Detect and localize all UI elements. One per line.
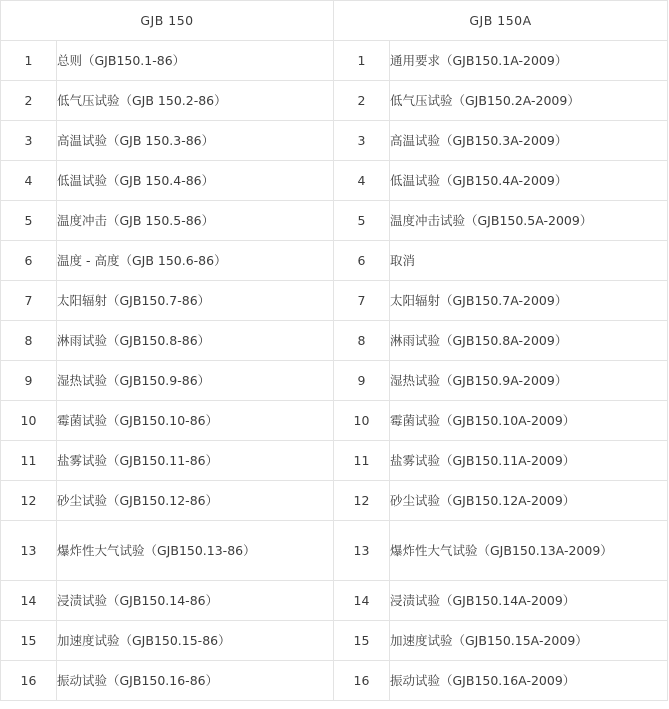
- row-text-right: 通用要求（GJB150.1A-2009）: [390, 41, 668, 81]
- row-number-right: 7: [334, 281, 390, 321]
- row-text-left: 振动试验（GJB150.16-86）: [57, 661, 334, 701]
- row-text-left: 太阳辐射（GJB150.7-86）: [57, 281, 334, 321]
- row-text-left: 浸渍试验（GJB150.14-86）: [57, 581, 334, 621]
- row-text-left: 砂尘试验（GJB150.12-86）: [57, 481, 334, 521]
- row-text-left: 加速度试验（GJB150.15-86）: [57, 621, 334, 661]
- row-text-right: 霉菌试验（GJB150.10A-2009）: [390, 401, 668, 441]
- table-row: [1, 621, 668, 661]
- row-text-left: 温度冲击（GJB 150.5-86）: [57, 201, 334, 241]
- row-text-left: 温度 - 高度（GJB 150.6-86）: [57, 241, 334, 281]
- row-number-left: 1: [1, 41, 57, 81]
- row-text-right: 太阳辐射（GJB150.7A-2009）: [390, 281, 668, 321]
- row-number-left: 7: [1, 281, 57, 321]
- row-text-right: 爆炸性大气试验（GJB150.13A-2009）: [390, 521, 668, 581]
- row-text-right: 取消: [390, 241, 668, 281]
- row-number-right: 10: [334, 401, 390, 441]
- header-gjb150: GJB 150: [1, 1, 334, 41]
- row-number-left: 10: [1, 401, 57, 441]
- row-text-right: 振动试验（GJB150.16A-2009）: [390, 661, 668, 701]
- table-body: [1, 1, 668, 701]
- row-number-right: 9: [334, 361, 390, 401]
- table-row: [1, 281, 668, 321]
- row-text-left: 湿热试验（GJB150.9-86）: [57, 361, 334, 401]
- row-text-left: 爆炸性大气试验（GJB150.13-86）: [57, 521, 334, 581]
- row-number-right: 11: [334, 441, 390, 481]
- row-number-left: 15: [1, 621, 57, 661]
- row-text-right: 砂尘试验（GJB150.12A-2009）: [390, 481, 668, 521]
- table-row: [1, 41, 668, 81]
- row-text-right: 温度冲击试验（GJB150.5A-2009）: [390, 201, 668, 241]
- table-row: [1, 241, 668, 281]
- row-text-left: 淋雨试验（GJB150.8-86）: [57, 321, 334, 361]
- row-number-left: 9: [1, 361, 57, 401]
- row-number-right: 1: [334, 41, 390, 81]
- table-row: [1, 201, 668, 241]
- row-number-left: 4: [1, 161, 57, 201]
- row-number-right: 8: [334, 321, 390, 361]
- row-number-right: 6: [334, 241, 390, 281]
- table-row: [1, 401, 668, 441]
- row-number-left: 11: [1, 441, 57, 481]
- row-text-right: 低温试验（GJB150.4A-2009）: [390, 161, 668, 201]
- row-number-right: 13: [334, 521, 390, 581]
- row-number-right: 15: [334, 621, 390, 661]
- table-row: [1, 481, 668, 521]
- row-number-right: 14: [334, 581, 390, 621]
- row-text-right: 湿热试验（GJB150.9A-2009）: [390, 361, 668, 401]
- row-text-right: 低气压试验（GJB150.2A-2009）: [390, 81, 668, 121]
- row-number-right: 3: [334, 121, 390, 161]
- row-text-left: 总则（GJB150.1-86）: [57, 41, 334, 81]
- row-number-left: 8: [1, 321, 57, 361]
- row-text-left: 低温试验（GJB 150.4-86）: [57, 161, 334, 201]
- row-number-right: 16: [334, 661, 390, 701]
- table-row: [1, 581, 668, 621]
- row-text-left: 盐雾试验（GJB150.11-86）: [57, 441, 334, 481]
- row-number-left: 12: [1, 481, 57, 521]
- row-number-left: 5: [1, 201, 57, 241]
- row-text-left: 霉菌试验（GJB150.10-86）: [57, 401, 334, 441]
- row-text-right: 高温试验（GJB150.3A-2009）: [390, 121, 668, 161]
- row-number-right: 5: [334, 201, 390, 241]
- row-number-right: 4: [334, 161, 390, 201]
- table-row: [1, 161, 668, 201]
- row-number-left: 13: [1, 521, 57, 581]
- table-row: [1, 661, 668, 701]
- header-gjb150a: GJB 150A: [334, 1, 668, 41]
- table-row: [1, 521, 668, 581]
- row-text-right: 加速度试验（GJB150.15A-2009）: [390, 621, 668, 661]
- row-number-left: 2: [1, 81, 57, 121]
- table-row: [1, 441, 668, 481]
- row-text-left: 低气压试验（GJB 150.2-86）: [57, 81, 334, 121]
- table-row: [1, 321, 668, 361]
- row-number-left: 6: [1, 241, 57, 281]
- table-header-row: [1, 1, 668, 41]
- row-text-left: 高温试验（GJB 150.3-86）: [57, 121, 334, 161]
- row-number-left: 14: [1, 581, 57, 621]
- table-row: [1, 121, 668, 161]
- row-text-right: 盐雾试验（GJB150.11A-2009）: [390, 441, 668, 481]
- row-text-right: 浸渍试验（GJB150.14A-2009）: [390, 581, 668, 621]
- row-number-left: 3: [1, 121, 57, 161]
- table-row: [1, 361, 668, 401]
- row-number-left: 16: [1, 661, 57, 701]
- row-number-right: 2: [334, 81, 390, 121]
- row-number-right: 12: [334, 481, 390, 521]
- table-row: [1, 81, 668, 121]
- row-text-right: 淋雨试验（GJB150.8A-2009）: [390, 321, 668, 361]
